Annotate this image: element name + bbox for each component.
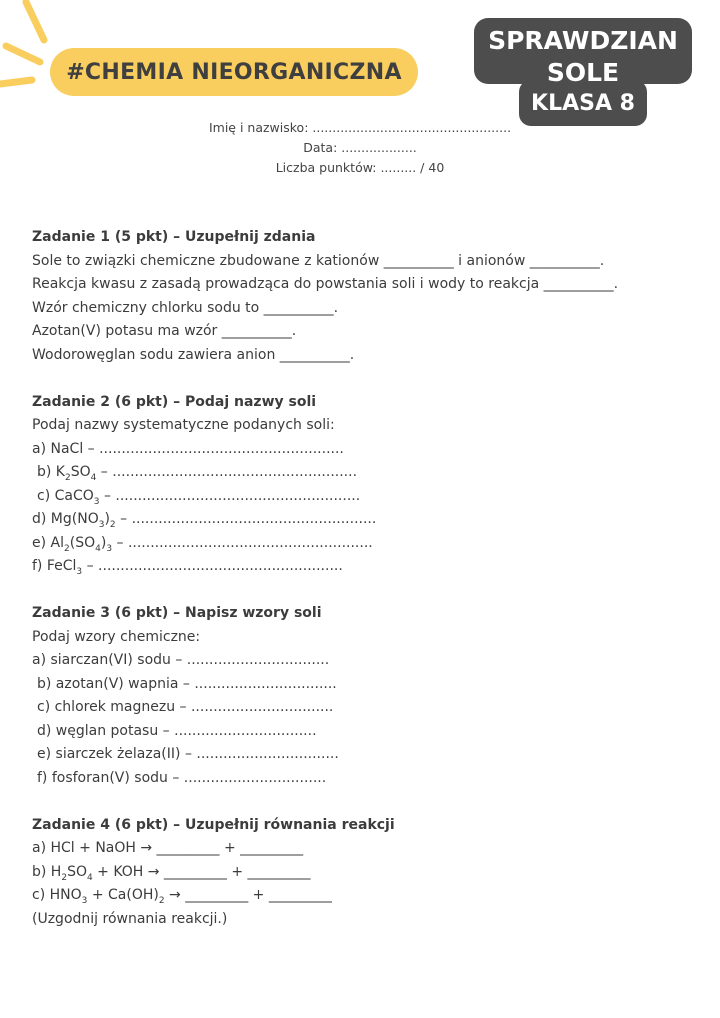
task-2-item-c[interactable]: c) CaCO$_3$ – ....................................................... [37, 487, 361, 507]
task-1-line-5[interactable]: Wodorowęglan sodu zawiera anion __________. [32, 346, 355, 363]
badge-line-klasa: KLASA 8 [531, 91, 635, 116]
task-4-eq-a[interactable]: a) HCl + NaOH → _________ + _________ [32, 840, 304, 856]
page-title: #CHEMIA NIEORGANICZNA [50, 48, 418, 96]
date-field[interactable]: Data: ................... [303, 140, 417, 155]
name-field[interactable]: Imię i nazwisko: .................................................. [208, 120, 512, 135]
badge-line-sprawdzian: SPRAWDZIAN [488, 26, 678, 55]
task-3-item-e[interactable]: e) siarczek żelaza(II) – ................................ [37, 746, 339, 762]
task-2-item-a[interactable]: a) NaCl – ....................................................... [32, 440, 344, 457]
task-1-title: Zadanie 1 (5 pkt) – Uzupełnij zdania [32, 229, 316, 245]
task-3-title: Zadanie 3 (6 pkt) – Napisz wzory soli [32, 605, 322, 621]
task-3-intro: Podaj wzory chemiczne: [32, 628, 201, 645]
task-1-line-2[interactable]: Reakcja kwasu z zasadą prowadząca do powstania soli i wody to reakcja __________. [32, 276, 619, 292]
task-3-item-f[interactable]: f) fosforan(V) sodu – ................................ [37, 769, 327, 786]
worksheet-content [32, 226, 702, 931]
task-2-intro: Podaj nazwy systematyczne podanych soli: [32, 417, 335, 433]
task-4-title: Zadanie 4 (6 pkt) – Uzupełnij równania reakcji [32, 816, 395, 833]
task-1-line-4[interactable]: Azotan(V) potasu ma wzór __________. [32, 323, 297, 339]
sun-rays-icon [0, 0, 60, 100]
task-2-title: Zadanie 2 (6 pkt) – Podaj nazwy soli [32, 393, 317, 410]
task-4-note: (Uzgodnij równania reakcji.) [32, 910, 228, 927]
task-1-line-1[interactable]: Sole to związki chemiczne zbudowane z kationów __________ i anionów __________. [32, 252, 605, 269]
task-4-eq-c[interactable]: c) $HNO_3 + Ca(OH)_2$ → _________ + _________ [32, 887, 332, 906]
points-field[interactable]: Liczba punktów: ......... / 40 [275, 160, 445, 175]
badge-line-sole: SOLE [546, 58, 620, 87]
task-4-eq-b[interactable]: b) $H_2SO_4$ + KOH → _________ + _________ [32, 863, 311, 883]
task-1-line-3[interactable]: Wzór chemiczny chlorku sodu to __________. [32, 299, 339, 316]
task-3-item-b[interactable]: b) azotan(V) wapnia – ................................ [37, 675, 337, 692]
task-2-item-b[interactable]: b) $K_2SO_4$ – ....................................................... [37, 464, 358, 483]
task-2-item-e[interactable]: e) $Al_2(SO_4)_3$ – ....................................................... [32, 534, 373, 554]
task-2-item-d[interactable]: d) $Mg(NO_3)_2$ – ....................................................... [32, 511, 377, 530]
task-2-item-f[interactable]: f) FeCl$_3$ – ....................................................... [32, 558, 343, 577]
task-3-item-d[interactable]: d) węglan potasu – ................................ [37, 722, 317, 739]
student-info [0, 118, 720, 178]
task-3-item-c[interactable]: c) chlorek magnezu – ................................ [37, 699, 334, 715]
task-3-item-a[interactable]: a) siarczan(VI) sodu – ................................ [32, 652, 330, 668]
